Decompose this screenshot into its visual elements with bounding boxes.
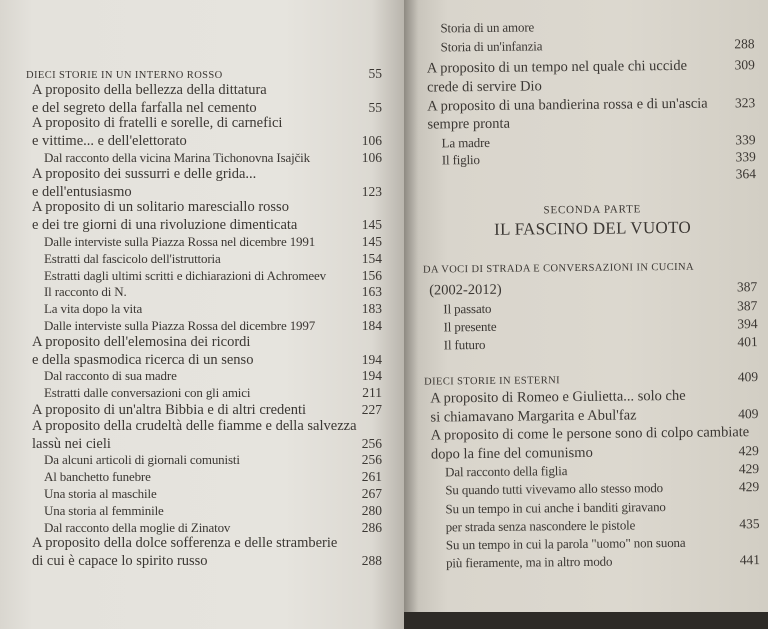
toc-part-title-row [428,218,756,239]
toc-sub-row [32,300,382,318]
toc-page-number: 256 [361,452,382,468]
toc-page-number: 339 [735,149,756,165]
toc-entry-row [32,401,382,419]
toc-title: DA VOCI DI STRADA E CONVERSAZIONI IN CUCINA [422,261,695,276]
toc-title: lassù nei cieli [32,435,111,452]
toc-page-number: 256 [361,435,382,451]
toc-title: Dalle interviste sulla Piazza Rossa nel dicembre 1991 [44,234,316,249]
toc-entry-row [32,166,382,184]
toc-title: Il presente [443,318,497,335]
toc-heading-row [424,368,759,389]
toc-title: dopo la fine del comunismo [430,444,593,463]
toc-title: La madre [441,134,490,151]
toc-page-number: 394 [737,316,758,332]
toc-entry-row [32,535,382,553]
toc-title: e vittime... e dell'elettorato [32,133,187,150]
toc-title: Dal racconto della moglie di Zinatov [44,519,231,535]
toc-title: Su quando tutti vivevamo allo stesso modo [445,480,664,498]
toc-page-number: 409 [737,369,759,385]
toc-page-number: 339 [735,132,756,148]
toc-title: Storia di un amore [440,19,535,36]
toc-sub-row [426,16,754,37]
toc-entry-row [427,94,755,115]
toc-title: Da alcuni articoli di giornali comunisti [44,452,240,468]
toc-title: Dalle interviste sulla Piazza Rossa del dicembre 1997 [44,318,316,333]
toc-title: Estratti dal fascicolo dell'istruttoria [44,250,221,266]
toc-title: Il passato [443,300,492,317]
toc-entry-row [32,552,382,570]
toc-page-number: 435 [739,516,760,532]
toc-entry-row [32,216,382,234]
toc-sub-row [32,519,382,537]
toc-page-number: 154 [361,250,382,266]
toc-entry-row [32,351,382,369]
toc-title: Estratti dagli ultimi scritti e dichiarazioni di Achromeev [44,267,326,283]
toc-entry-row [32,199,382,217]
toc-sub-row [32,250,382,268]
toc-title: A proposito di Romeo e Giulietta... solo che [430,387,686,407]
toc-entry-row [32,82,382,100]
toc-page-number: 288 [734,36,755,52]
toc-entry-row [32,115,382,133]
toc-entry-row [32,132,382,150]
toc-title: (2002-2012) [429,281,502,299]
right-page [404,0,768,612]
toc-title: Su un tempo in cui la parola "uomo" non suona [445,534,686,553]
toc-page-number: 280 [361,502,382,518]
toc-title: Una storia al maschile [44,486,157,501]
toc-sub-row [32,233,382,251]
toc-page-number: 387 [737,298,758,314]
toc-title: Dal racconto della figlia [445,463,568,480]
toc-title: Il futuro [443,336,486,353]
toc-entry-row [429,278,757,299]
toc-page-number: 106 [361,133,382,149]
toc-entry-row [32,183,382,201]
toc-sub-row [430,333,758,354]
toc-heading-row [26,65,382,83]
toc-sub-row [32,468,382,486]
toc-page-number: 409 [738,406,759,422]
toc-title: A proposito di un'altra Bibbia e di altri credenti [32,402,307,418]
toc-page-number: 106 [361,150,382,165]
toc-title: A proposito dell'elemosina dei ricordi [32,333,251,350]
toc-sub-row [32,283,382,301]
toc-page-number: 429 [738,461,760,477]
toc-title: di cui è capace lo spirito russo [32,553,208,570]
toc-page-number: 227 [361,402,382,417]
toc-title: Il racconto di N. [44,284,127,300]
toc-page-number: 123 [361,183,382,199]
toc-title: IL FASCINO DEL VUOTO [493,217,692,239]
toc-entry-row [32,418,382,436]
toc-page-number: 323 [734,95,756,111]
toc-title: A proposito di un solitario maresciallo rosso [32,199,289,216]
toc-page-number: 184 [361,318,382,333]
toc-title: crede di servire Dio [426,78,542,96]
toc-title: A proposito dei sussurri e delle grida... [32,165,257,182]
toc-title: DIECI STORIE IN UN INTERNO ROSSO [26,70,223,81]
toc-heading-row [422,258,757,279]
toc-title: A proposito di una bandierina rossa e di un'ascia [427,95,708,115]
toc-page-number: 288 [361,553,382,569]
toc-title: più fieramente, ma in altro modo [445,553,613,571]
toc-page-number: 286 [361,519,382,535]
toc-page-number: 194 [361,368,382,384]
toc-title: Al banchetto funebre [44,469,151,485]
toc-page-number: 55 [368,66,382,81]
toc-sub-row [32,384,382,402]
toc-page-number: 156 [361,267,382,283]
toc-title: Storia di un'infanzia [440,38,543,55]
toc-sub-row [32,149,382,167]
toc-title: Dal racconto della vicina Marina Tichonovna Isajčik [44,150,310,165]
toc-title: La vita dopo la vita [44,301,143,317]
toc-title: e dell'entusiasmo [32,183,132,200]
right-page-content [404,0,768,612]
toc-page-number: 387 [736,279,758,295]
toc-title: e della spasmodica ricerca di un senso [32,351,254,368]
toc-title: A proposito di un tempo nel quale chi uccide [426,57,688,77]
toc-page-number: 145 [361,217,382,233]
toc-page-number: 401 [737,334,758,350]
toc-entry-row [32,334,382,352]
toc-entry-row [428,165,756,186]
toc-entry-row [430,405,758,426]
toc-title: e dei tre giorni di una rivoluzione dimenticata [32,217,298,234]
toc-page-number: 55 [368,99,382,115]
toc-title: per strada senza nascondere le pistole [445,517,636,535]
toc-sub-row [32,367,382,385]
toc-page-number: 267 [361,486,382,501]
toc-sub-row [32,451,382,469]
toc-title: e del segreto della farfalla nel cemento [32,99,257,116]
toc-entry-row [427,56,755,77]
toc-page-number: 364 [735,166,757,182]
toc-page-number: 183 [361,301,382,317]
toc-title: Il figlio [441,152,480,168]
toc-title: A proposito della crudeltà delle fiamme e della salvezza [32,417,357,434]
toc-sub-row [32,267,382,285]
toc-title: A proposito di fratelli e sorelle, di carnefici [32,115,283,132]
toc-page-number: 145 [361,234,382,249]
toc-sub-row [32,317,382,335]
toc-sub-row [32,485,382,503]
toc-title: Dal racconto di sua madre [44,368,177,384]
toc-sub-row [32,502,382,520]
toc-title: DIECI STORIE IN ESTERNI [424,375,561,388]
toc-title: Su un tempo in cui anche i banditi giravano [445,499,666,517]
toc-title: A proposito della dolce sofferenza e delle stramberie [32,535,338,552]
toc-title: A proposito della bellezza della dittatura [32,81,267,98]
toc-page-number: 441 [739,552,761,568]
toc-page-number: 211 [362,385,382,401]
toc-page-number: 429 [738,443,759,459]
toc-title: si chiamavano Margarita e Abul'faz [430,407,637,426]
toc-sub-row [427,35,755,56]
toc-page-number: 163 [361,284,382,300]
toc-title: A proposito di come le persone sono di colpo cambiate [430,424,750,444]
toc-page-number: 429 [738,479,760,495]
toc-title: sempre pronta [427,115,511,133]
toc-page-number: 261 [361,469,382,485]
toc-sub-row [431,478,759,499]
toc-title: SECONDA PARTE [543,203,642,217]
toc-sub-row [432,551,760,572]
toc-title: Estratti dalle conversazioni con gli amici [44,385,251,401]
toc-page-number: 194 [361,351,382,367]
toc-entry-row [32,99,382,117]
toc-page-number: 309 [734,57,755,73]
toc-title: Una storia al femminile [44,502,164,518]
toc-entry-row [32,435,382,453]
